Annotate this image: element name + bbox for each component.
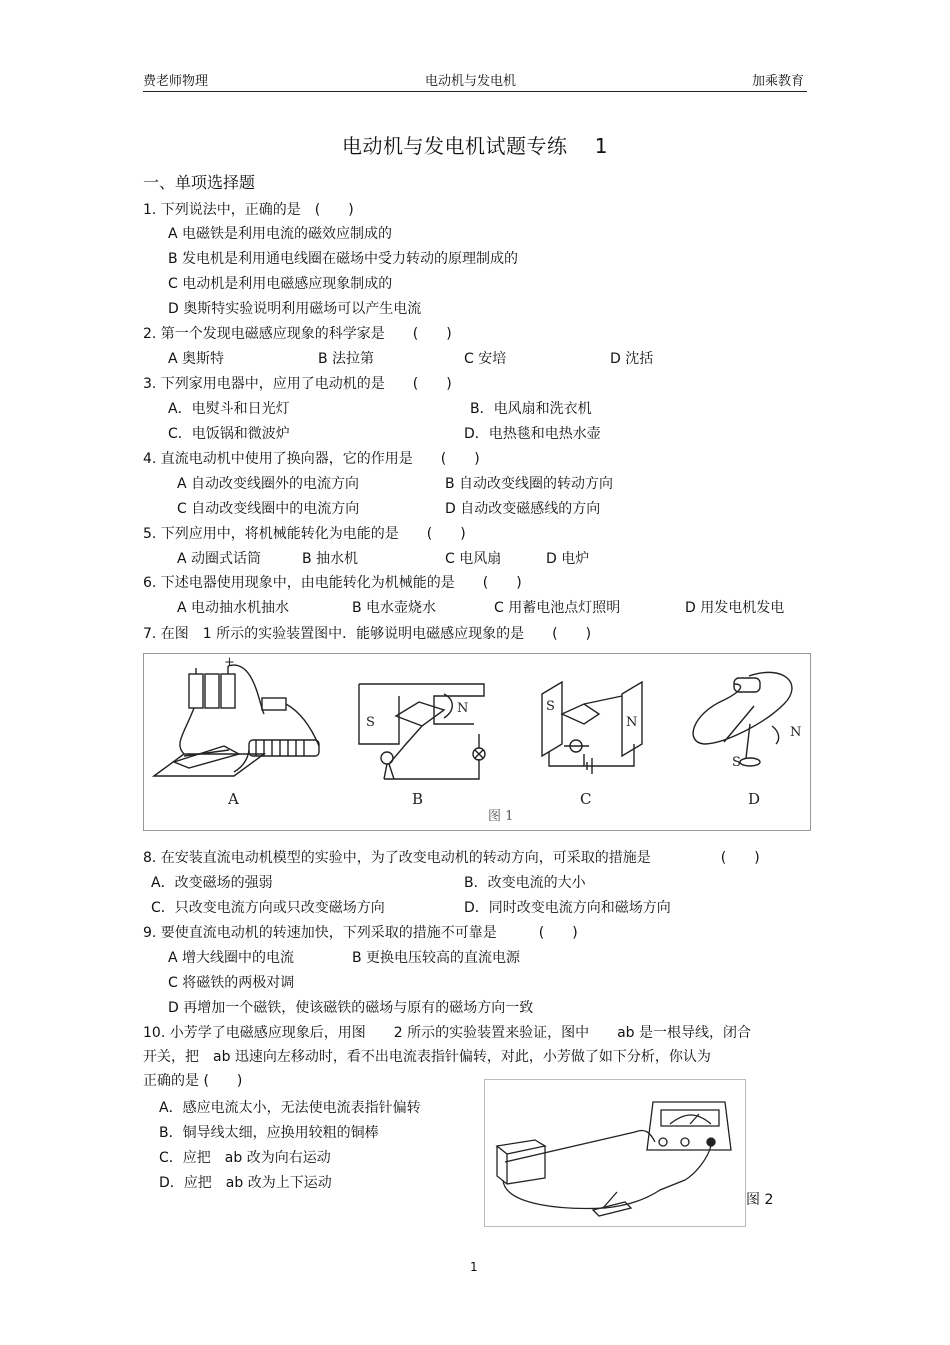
q5-option-d: D 电炉: [546, 551, 590, 567]
question-5: 5. 下列应用中，将机械能转化为电能的是 ( ): [143, 526, 466, 542]
q8-option-a: A．改变磁场的强弱: [151, 875, 273, 891]
q1-option-b: B 发电机是利用通电线圈在磁场中受力转动的原理制成的: [168, 251, 519, 267]
figure-2-wire-ab: [505, 1132, 635, 1162]
figure-2-ammeter: [647, 1102, 731, 1150]
figure-2-caption: 图 2: [746, 1192, 774, 1208]
question-8: 8. 在安装直流电动机模型的实验中，为了改变电动机的转动方向，可采取的措施是 ( ): [143, 850, 760, 866]
q9-option-d: D 再增加一个磁铁，使该磁铁的磁场与原有的磁场方向一致: [168, 1000, 534, 1016]
q5-option-b: B 抽水机: [302, 551, 359, 567]
figure-2-magnet: [497, 1140, 545, 1184]
question-10-line-3: 正确的是 ( ): [143, 1073, 243, 1089]
figure-1-b-pole-s: S: [366, 715, 375, 730]
q3-option-a: A．电熨斗和日光灯: [168, 401, 290, 417]
figure-1-b-pole-n: N: [457, 701, 469, 716]
question-7: 7. 在图 1 所示的实验装置图中．能够说明电磁感应现象的是 ( ): [143, 626, 592, 642]
figure-1-c-pole-n: N: [626, 715, 638, 730]
question-6: 6. 下述电器使用现象中，由电能转化为机械能的是 ( ): [143, 575, 522, 591]
q10-option-a: A．感应电流太小，无法使电流表指针偏转: [159, 1100, 421, 1116]
q6-option-c: C 用蓄电池点灯照明: [494, 600, 621, 616]
q4-option-a: A 自动改变线圈外的电流方向: [177, 476, 360, 492]
q8-option-b: B．改变电流的大小: [464, 875, 586, 891]
figure-1-a-apparatus: [154, 665, 319, 776]
figure-1-d-pole-s: S: [732, 755, 741, 770]
q2-option-b: B 法拉第: [318, 351, 375, 367]
q6-option-b: B 电水壶烧水: [352, 600, 437, 616]
figure-2-drawing: [485, 1080, 745, 1226]
figure-1-a-plus: +: [224, 655, 235, 670]
figure-1-label-c: C: [580, 790, 592, 808]
q6-option-d: D 用发电机发电: [685, 600, 785, 616]
question-10-line-1: 10. 小芳学了电磁感应现象后，用图 2 所示的实验装置来验证，图中 ab 是一根导线，闭合: [143, 1025, 751, 1041]
q10-option-c: C．应把 ab 改为向右运动: [159, 1150, 331, 1166]
figure-1: [143, 653, 811, 831]
q9-option-a: A 增大线圈中的电流: [168, 950, 295, 966]
question-10-line-2: 开关，把 ab 迅速向左移动时，看不出电流表指针偏转，对此，小芳做了如下分析，你认为: [143, 1049, 711, 1065]
q3-option-b: B．电风扇和洗衣机: [470, 401, 592, 417]
header-left: 费老师物理: [143, 74, 209, 89]
section-heading: 一、单项选择题: [143, 173, 256, 192]
figure-1-label-a: A: [228, 790, 239, 808]
q8-option-c: C．只改变电流方向或只改变磁场方向: [151, 900, 385, 916]
q5-option-c: C 电风扇: [445, 551, 502, 567]
header-divider: [143, 91, 807, 92]
question-9: 9. 要使直流电动机的转速加快，下列采取的措施不可靠是 ( ): [143, 925, 578, 941]
q5-option-a: A 动圈式话筒: [177, 551, 262, 567]
q8-option-d: D．同时改变电流方向和磁场方向: [464, 900, 671, 916]
q1-option-a: A 电磁铁是利用电流的磁效应制成的: [168, 226, 393, 242]
figure-1-b-apparatus: [359, 684, 485, 779]
q2-option-a: A 奥斯特: [168, 351, 225, 367]
q6-option-a: A 电动抽水机抽水: [177, 600, 290, 616]
q2-option-d: D 沈括: [610, 351, 654, 367]
q9-option-c: C 将磁铁的两极对调: [168, 975, 295, 991]
q1-option-c: C 电动机是利用电磁感应现象制成的: [168, 276, 393, 292]
header-center: 电动机与发电机: [425, 74, 517, 89]
page-number: 1: [470, 1260, 478, 1274]
q1-option-d: D 奥斯特实验说明利用磁场可以产生电流: [168, 301, 422, 317]
question-3: 3. 下列家用电器中，应用了电动机的是 ( ): [143, 376, 452, 392]
q10-option-b: B．铜导线太细，应换用较粗的铜棒: [159, 1125, 379, 1141]
q3-option-c: C．电饭锅和微波炉: [168, 426, 290, 442]
q3-option-d: D．电热毯和电热水壶: [464, 426, 601, 442]
question-2: 2. 第一个发现电磁感应现象的科学家是 ( ): [143, 326, 452, 342]
question-1: 1. 下列说法中，正确的是 ( ): [143, 202, 354, 218]
figure-1-label-d: D: [748, 790, 761, 808]
question-4: 4. 直流电动机中使用了换向器，它的作用是 ( ): [143, 451, 480, 467]
q10-option-d: D．应把 ab 改为上下运动: [159, 1175, 332, 1191]
q4-option-b: B 自动改变线圈的转动方向: [445, 476, 614, 492]
figure-1-drawing: [144, 654, 810, 830]
figure-1-c-pole-s: S: [546, 699, 555, 714]
header-right: 加乘教育: [752, 74, 805, 89]
q4-option-d: D 自动改变磁感线的方向: [445, 501, 601, 517]
figure-1-caption: 图 1: [488, 809, 514, 824]
q4-option-c: C 自动改变线圈中的电流方向: [177, 501, 360, 517]
figure-1-d-pole-n: N: [790, 725, 802, 740]
figure-2: [484, 1079, 746, 1227]
q2-option-c: C 安培: [464, 351, 507, 367]
figure-1-d-apparatus: [693, 672, 792, 766]
page-title: 电动机与发电机试题专练 1: [341, 134, 609, 158]
figure-1-label-b: B: [412, 790, 424, 808]
q9-option-b: B 更换电压较高的直流电源: [352, 950, 521, 966]
